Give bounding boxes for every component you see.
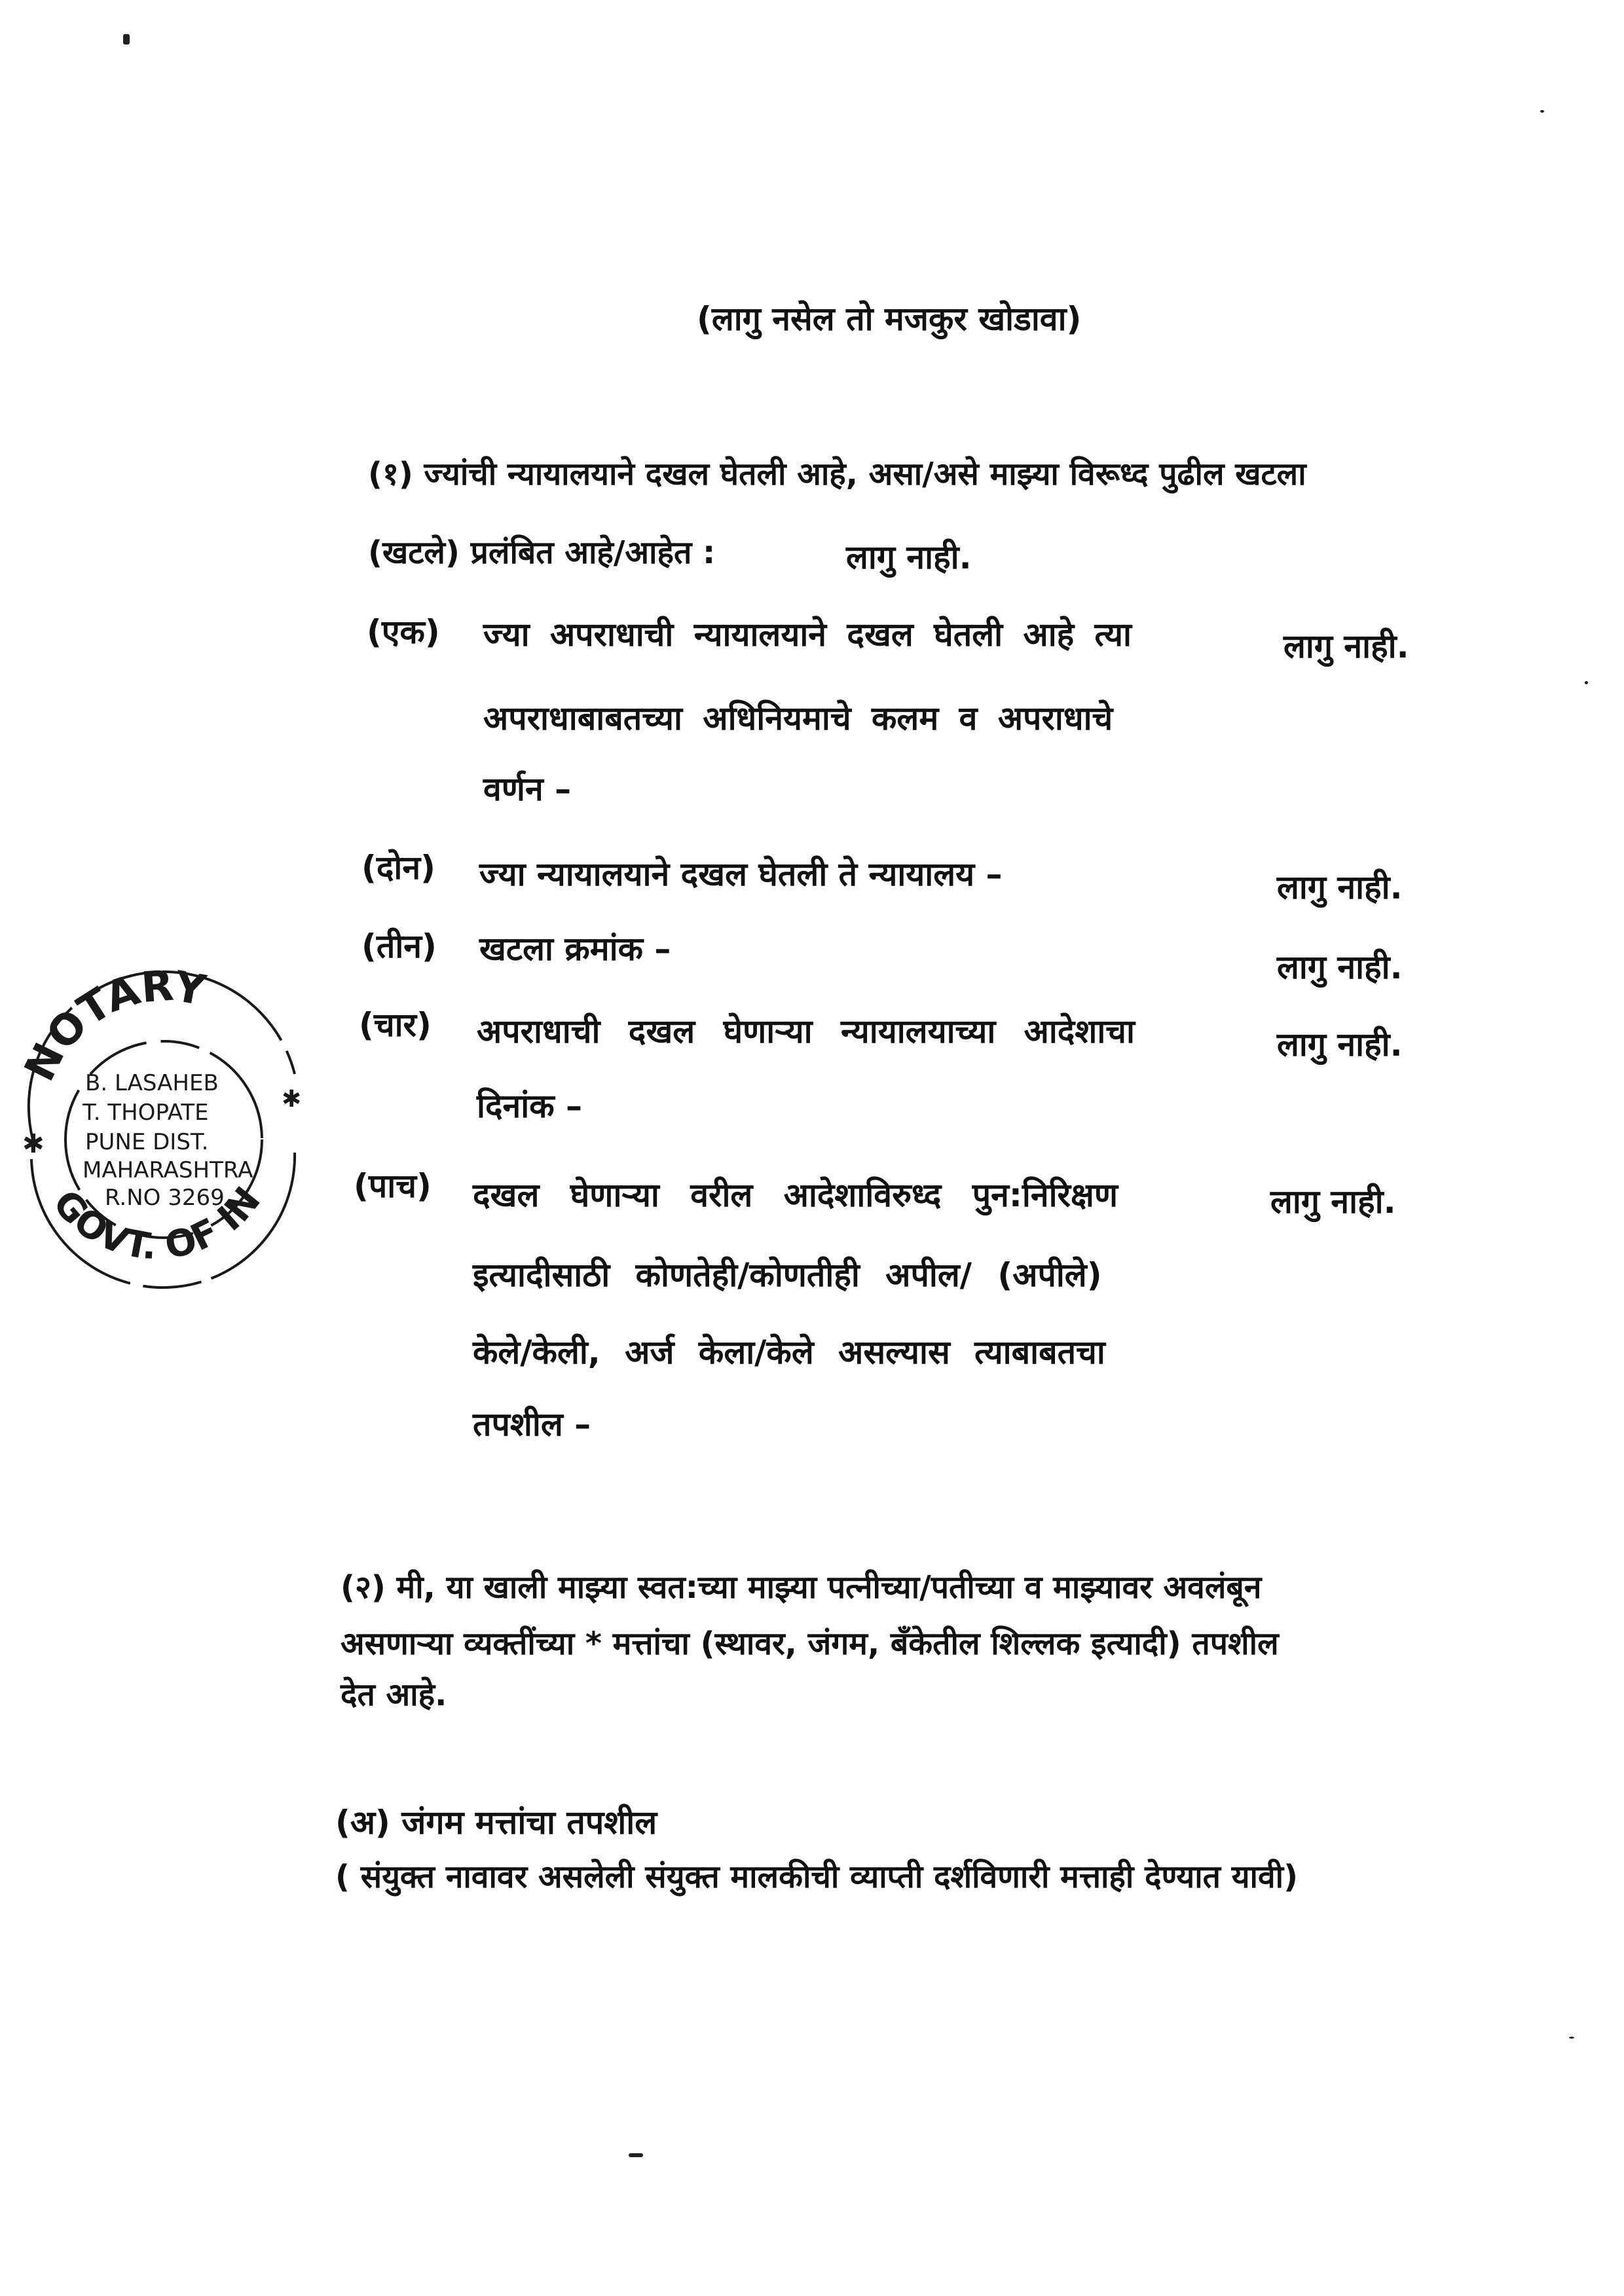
scan-speck [1540,110,1544,113]
item-text-line: दिनांक – [477,1087,583,1125]
stamp-line: B. LASAHEB [85,1070,219,1096]
item-text-line: ज्या अपराधाची न्यायालयाने दखल घेतली आहे त्या [483,616,1132,654]
section2-line: असणाऱ्या व्यक्तींच्या * मत्तांचा (स्थावर, जंगम, बँकेतील शिल्लक इत्यादी) तपशील [341,1625,1279,1662]
section1-line2: (खटले) प्रलंबित आहे/आहेत : [368,534,716,571]
item-value: लागु नाही. [1283,627,1409,665]
star-icon: ✱ [22,1129,45,1159]
section1-line1: (१) ज्यांची न्यायालयाने दखल घेतली आहे, असा/असे माझ्या विरूध्द पुढील खटला [368,456,1306,492]
header-note: (लागु नसेल तो मजकुर खोडावा) [697,300,1082,338]
item-text-line: वर्णन – [483,770,572,808]
stamp-line: T. THOPATE [83,1100,209,1126]
scan-speck [629,2153,643,2157]
section2-line: देत आहे. [341,1676,447,1713]
item-text-line: केले/केली, अर्ज केला/केले असल्यास त्याबाबतचा [473,1333,1105,1371]
item-text-line: खटला क्रमांक – [479,930,671,968]
notary-stamp-graphic [20,943,301,1310]
item-label: (तीन) [361,927,437,965]
item-label: (चार) [359,1006,432,1044]
item-label: (दोन) [361,849,435,887]
item-text-line: तपशील – [473,1405,591,1443]
item-label: (पाच) [354,1167,432,1205]
scan-speck [1585,681,1588,684]
item-value: लागु नाही. [1277,948,1403,986]
item-text-line: अपराधाबाबतच्या अधिनियमाचे कलम व अपराधाचे [483,699,1113,737]
section2-line: (२) मी, या खाली माझ्या स्वत:च्या माझ्या पत्नीच्या/पतीच्या व माझ्यावर अवलंबून [341,1569,1262,1606]
section-a-heading: (अ) जंगम मत्तांचा तपशील [335,1804,657,1842]
stamp-line: MAHARASHTRA [83,1157,253,1183]
stamp-line: PUNE DIST. [85,1129,209,1155]
stamp-line: R.NO 3269 [105,1185,225,1211]
item-text-line: दखल घेणाऱ्या वरील आदेशाविरुध्द पुन:निरिक्षण [473,1176,1118,1214]
stamp-top-text: NOTARY [20,962,210,1089]
star-icon: ✱ [282,1086,301,1113]
section-a-note: ( संयुक्त नावावर असलेली संयुक्त मालकीची व्याप्ती दर्शविणारी मत्ताही देण्यात यावी) [335,1859,1299,1895]
item-text-line: इत्यादीसाठी कोणतेही/कोणतीही अपील/ (अपीले) [473,1256,1102,1294]
section1-line2-value: लागु नाही. [846,538,972,576]
item-value: लागु नाही. [1277,868,1403,906]
scan-speck [123,34,130,45]
item-value: लागु नाही. [1270,1183,1396,1221]
stamp-bottom-text: GOVT. OF IN [44,1179,269,1268]
item-label: (एक) [367,613,440,651]
item-value: लागु नाही. [1277,1026,1403,1064]
item-text-line: ज्या न्यायालयाने दखल घेतली ते न्यायालय – [479,855,1003,893]
item-text-line: अपराधाची दखल घेणाऱ्या न्यायालयाच्या आदेशाचा [477,1012,1135,1050]
notary-stamp [20,943,301,1310]
scan-speck [1569,2037,1574,2039]
